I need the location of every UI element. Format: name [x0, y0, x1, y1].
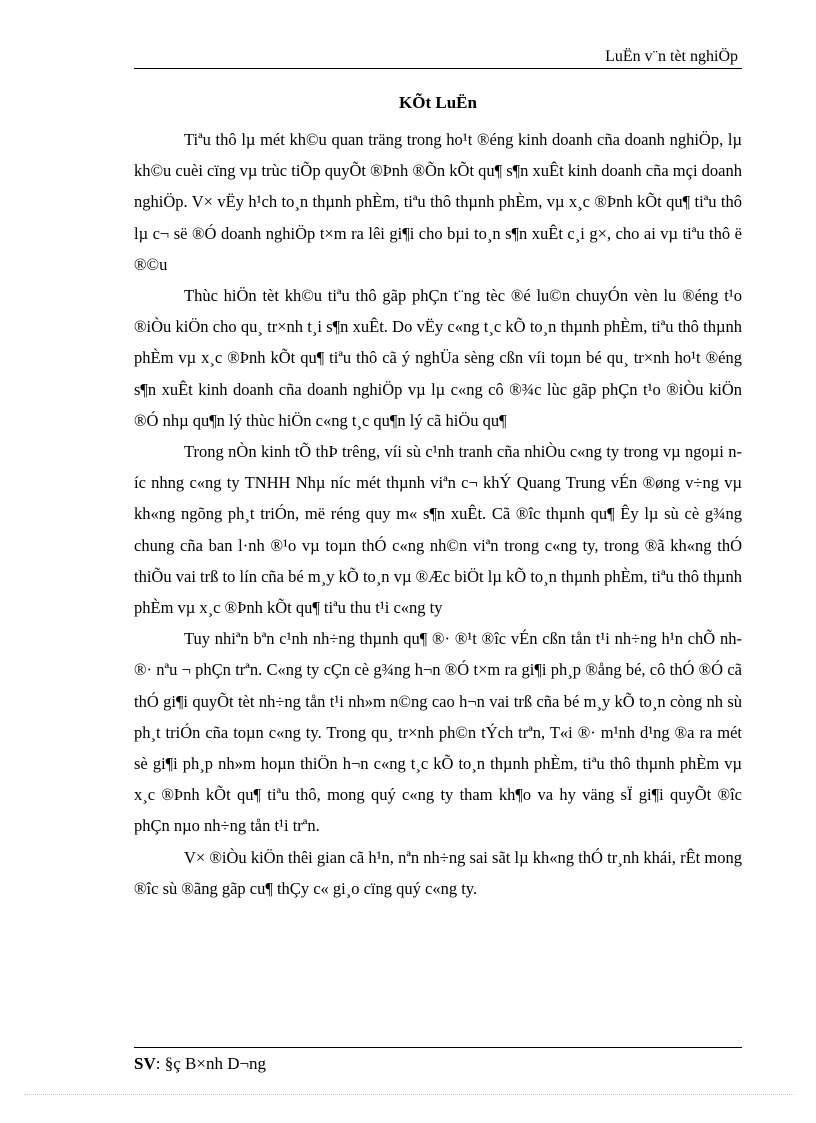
page-boundary: [24, 1094, 794, 1095]
header-divider: [134, 68, 742, 69]
footer-student-name: §ç B×nh D¬ng: [164, 1054, 267, 1073]
running-header: LuËn v¨n tèt nghiÖp: [605, 48, 738, 65]
page-title: KÕt LuËn: [399, 93, 477, 112]
footer-separator: :: [155, 1054, 161, 1073]
paragraph-1: Tiªu thô lµ mét kh©u quan träng trong ho¹t ®éng kinh doanh cña doanh nghiÖp, lµ kh©u cuèi cïng vµ trùc tiÕp quyÕt ®Þnh ®Õn kÕt qu¶ s¶n xuÊt kinh doanh cña mçi doanh nghiÖp. V× vËy h¹ch to¸n thµnh phÈm, tiªu thô thµnh phÈm, vµ x¸c ®Þnh kÕt qu¶ tiªu thô lµ c¬ së ®Ó doanh nghiÖp t×m ra lêi gi¶i cho bµi to¸n s¶n xuÊt c¸i g×, cho ai vµ tiªu thô ë ®©u: [134, 130, 742, 274]
paragraph-4: Tuy nhiªn bªn c¹nh nh÷ng thµnh qu¶ ®· ®¹t ®îc vÉn cßn tån t¹i nh÷ng h¹n chÕ nh ®· nªu ¬ phÇn trªn. C«ng ty cÇn cè g¾ng h¬n ®Ó t×m ra gi¶i ph¸p ®ång bé, cô thÓ ®Ó cã thÓ gi¶i quyÕt tèt nh÷ng tån t¹i nh»m n©ng cao h¬n vai trß cña bé m¸y kÕ to¸n còng nh sù ph¸t triÓn cña toµn c«ng ty. Trong qu¸ tr×nh ph©n tÝch trªn, T«i ®· m¹nh d¹ng ®a ra mét sè gi¶i ph¸p nh»m hoµn thiÖn h¬n c«ng t¸c kÕ to¸n thµnh phÈm, tiªu thô thµnh phÈm vµ x¸c ®Þnh kÕt qu¶ tiªu thô, mong quý c«ng ty tham kh¶o va hy väng sÏ gi¶i quyÕt ®îc phÇn nµo nh÷ng tån t¹i trªn.: [134, 629, 742, 836]
body-text: [134, 124, 742, 904]
paragraph-5: V× ®iÒu kiÖn thêi gian cã h¹n, nªn nh÷ng sai sãt lµ kh«ng thÓ tr¸nh khái, rÊt mong ®îc sù ®ãng gãp cu¶ thÇy c« gi¸o cïng quý c«ng ty.: [134, 847, 742, 898]
paragraph-2: Thùc hiÖn tèt kh©u tiªu thô gãp phÇn t¨ng tèc ®é lu©n chuyÓn vèn lu ®éng t¹o ®iÒu kiÖn cho qu¸ tr×nh t¸i s¶n xuÊt. Do vËy c«ng t¸c kÕ to¸n thµnh phÈm, tiªu thô thµnh phÈm vµ x¸c ®Þnh kÕt qu¶ tiªu thô cã ý nghÜa sèng cßn víi toµn bé qu¸ tr×nh ho¹t ®éng s¶n xuÊt kinh doanh cña doanh nghiÖp vµ lµ c«ng cô ®¾c lùc gãp phÇn t¹o ®iÒu kiÖn ®Ó nhµ qu¶n lý thùc hiÖn c«ng t¸c qu¶n lý cã hiÖu qu¶: [134, 286, 742, 430]
footer: [134, 1054, 266, 1074]
footer-divider: [134, 1047, 742, 1048]
footer-label: SV: [134, 1054, 156, 1073]
paragraph-3: Trong nÒn kinh tÕ thÞ trêng, víi sù c¹nh tranh cña nhiÒu c«ng ty trong vµ ngoµi níc nhng c«ng ty TNHH Nhµ níc mét thµnh viªn c¬ khÝ Quang Trung vÉn ®øng v÷ng vµ kh«ng ngõng ph¸t triÓn, më réng quy m« s¶n xuÊt. Cã ®îc thµnh qu¶ Êy lµ sù cè g¾ng chung cña ban l·nh ®¹o vµ toµn thÓ c«ng nh©n viªn trong c«ng ty, trong ®ã kh«ng thÓ thiÕu vai trß to lín cña bé m¸y kÕ to¸n vµ ®Æc biÖt lµ kÕ to¸n thµnh phÈm, tiªu thô thµnh phÈm vµ x¸c ®Þnh kÕt qu¶ tiªu thu t¹i c«ng ty: [134, 442, 742, 618]
